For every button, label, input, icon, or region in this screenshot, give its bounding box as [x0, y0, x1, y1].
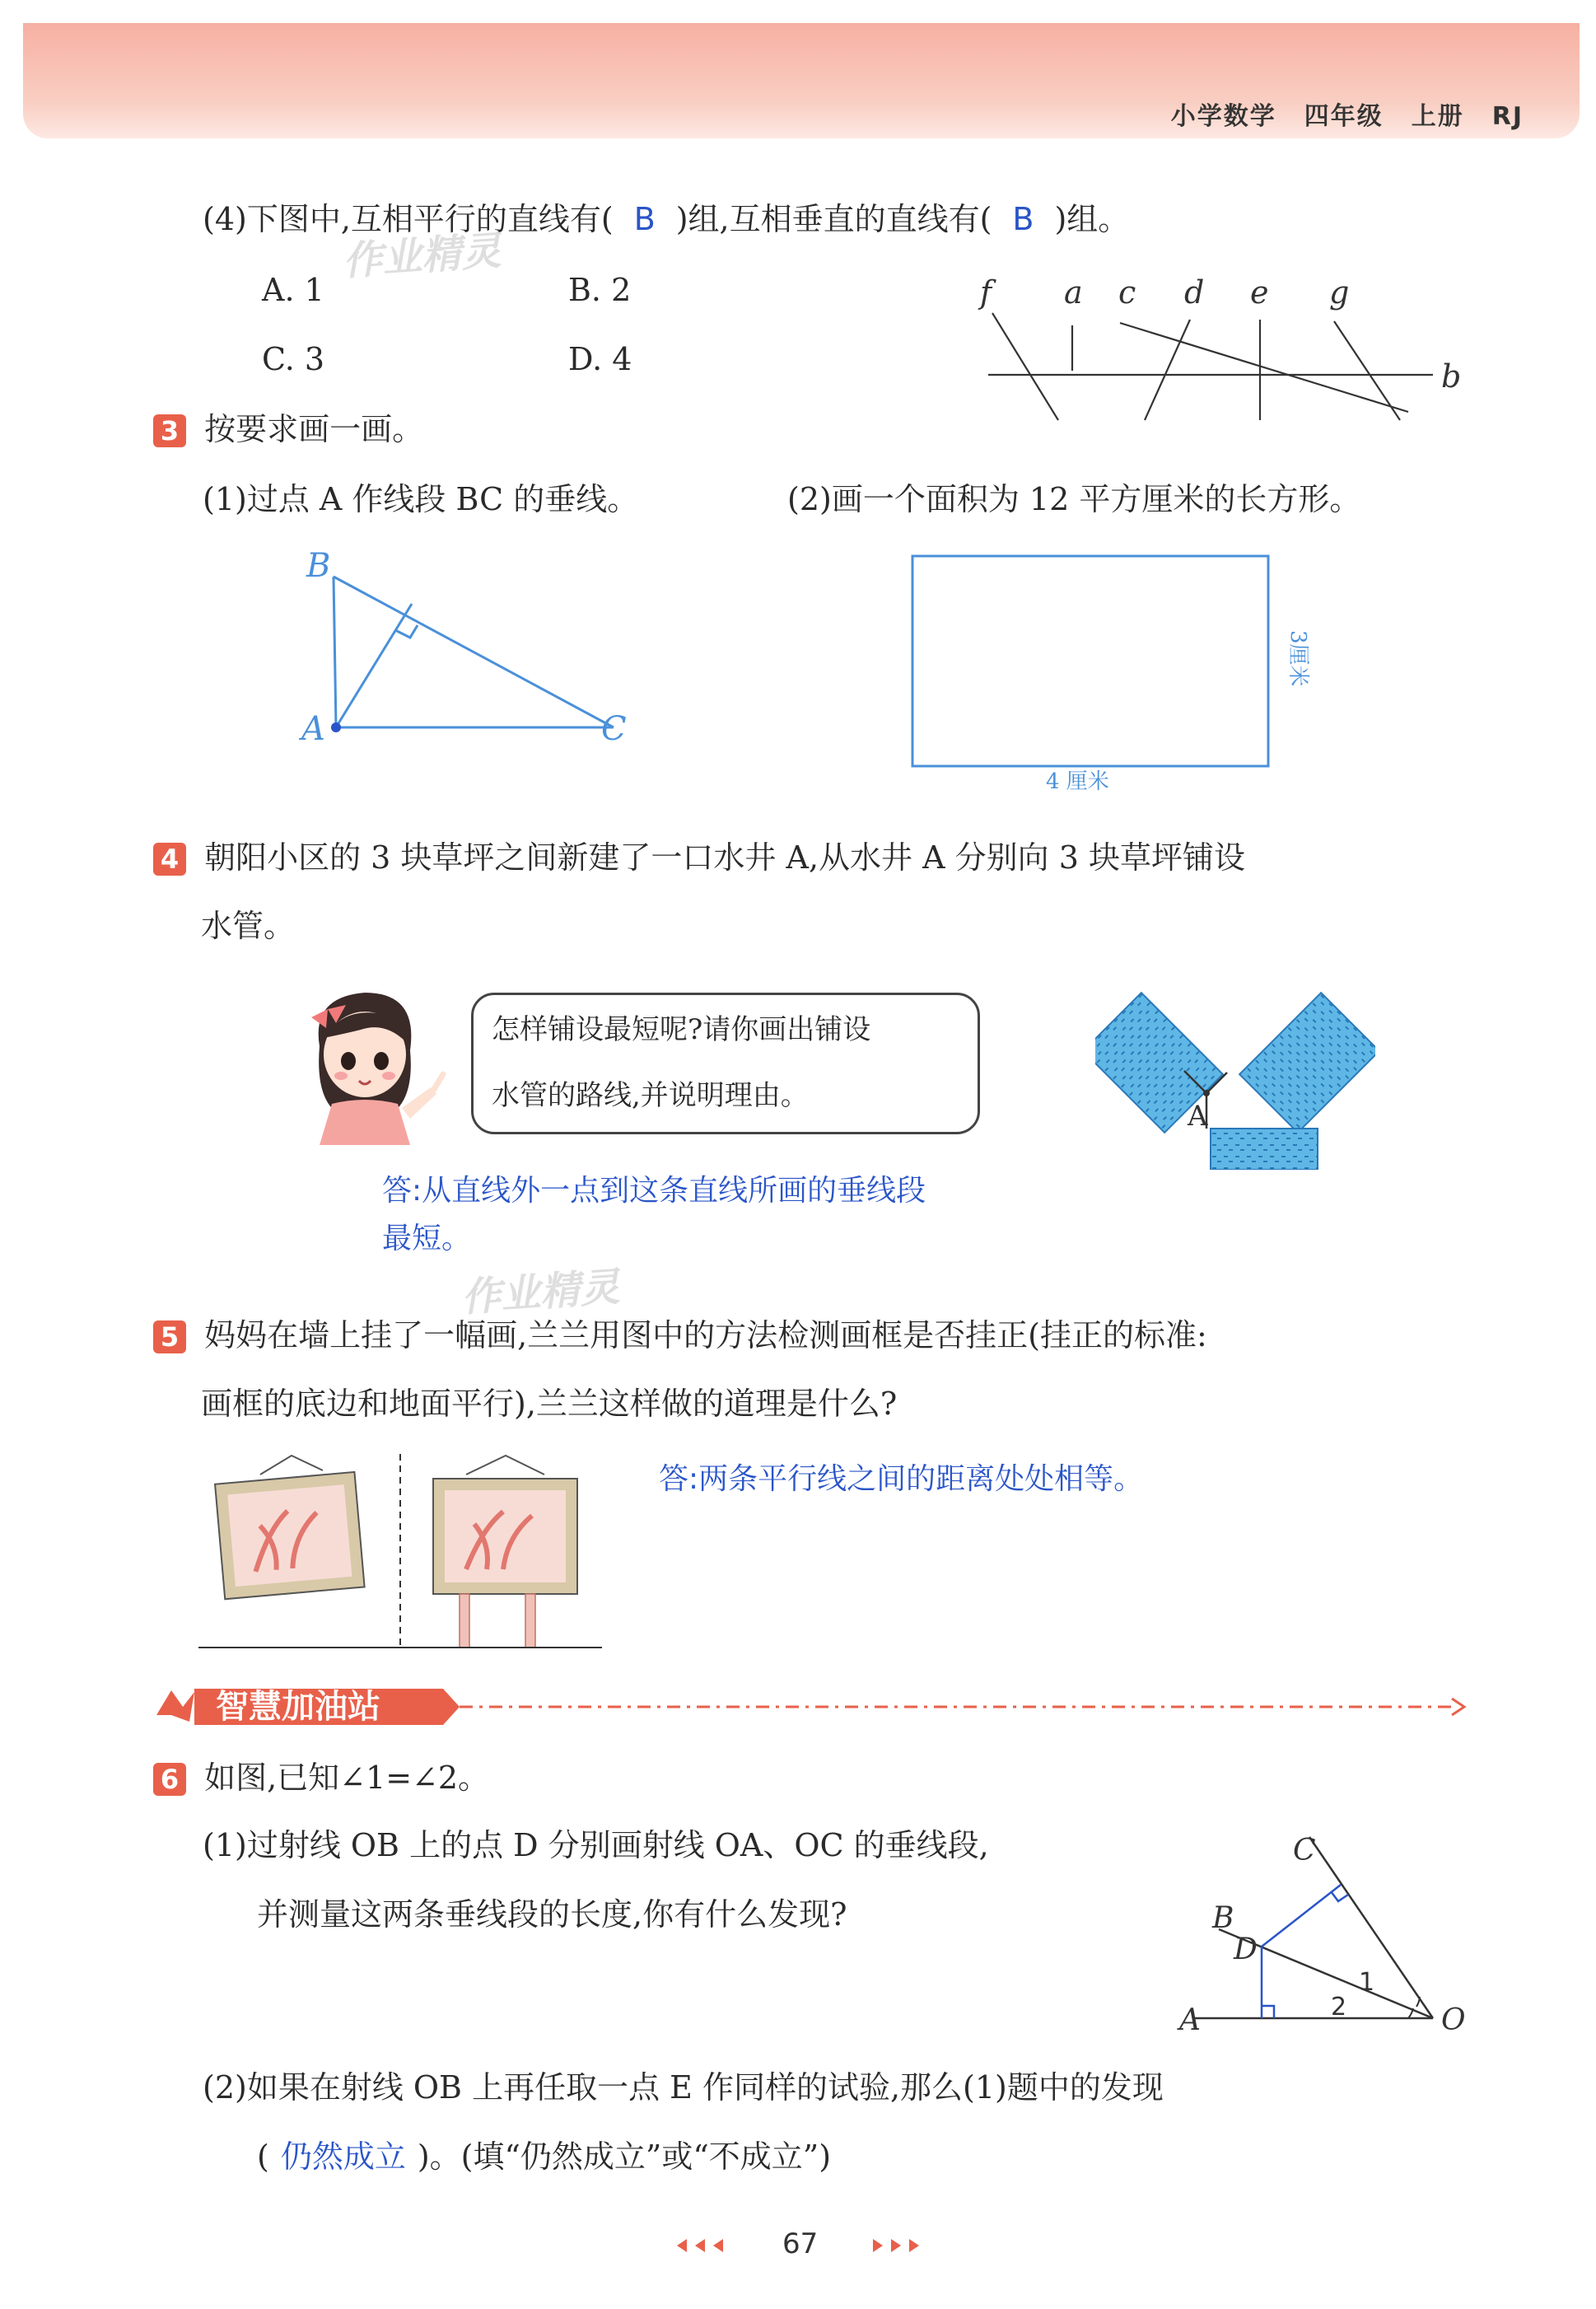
header-subject: 小学数学 — [1170, 102, 1276, 131]
banner-title: 智慧加油站 — [216, 1688, 380, 1726]
option-b: B. 2 — [568, 272, 632, 308]
label-a: a — [1064, 274, 1083, 311]
lines-diagram — [972, 264, 1482, 428]
header-edition: RJ — [1491, 102, 1524, 131]
q5-number: 5 — [153, 1320, 186, 1353]
lawn-well-diagram — [1095, 980, 1375, 1170]
q5-text1: 妈妈在墙上挂了一幅画,兰兰用图中的方法检测画框是否挂正(挂正的标准: — [204, 1317, 1207, 1353]
label-d: d — [1184, 274, 1205, 311]
q6-sub1-line2: 并测量这两条垂线段的长度,你有什么发现? — [257, 1896, 847, 1933]
line-g — [1334, 321, 1400, 420]
label-c: c — [1118, 274, 1136, 311]
q3-sub1: (1)过点 A 作线段 BC 的垂线。 — [203, 481, 639, 517]
label-b: b — [1441, 358, 1462, 395]
q2-4-prefix: (4)下图中,互相平行的直线有( — [203, 201, 614, 237]
header-volume: 上册 — [1411, 102, 1464, 131]
segment-bc — [334, 577, 614, 727]
q4-text1: 朝阳小区的 3 块草坪之间新建了一口水井 A,从水井 A 分别向 3 块草坪铺设 — [204, 839, 1245, 876]
triangle-diagram — [280, 540, 659, 754]
header-grade: 四年级 — [1304, 102, 1384, 131]
q6-title: 如图,已知∠1=∠2。 — [204, 1760, 490, 1796]
q3-sub2: (2)画一个面积为 12 平方厘米的长方形。 — [787, 481, 1361, 517]
perpendicular-from-a — [336, 604, 412, 727]
bubble-line1: 怎样铺设最短呢?请你画出铺设 — [492, 1013, 871, 1046]
label-C6: C — [1293, 1834, 1316, 1867]
line-f — [992, 313, 1058, 420]
angle-1-label: 1 — [1359, 1968, 1375, 1997]
page-number: 67 — [782, 2227, 819, 2260]
q6-sub2-answer: 仍然成立 — [280, 2138, 406, 2175]
girl-illustration — [287, 972, 484, 1145]
well-label: A — [1188, 1100, 1208, 1133]
watermark-2: 作业精灵 — [460, 1264, 622, 1321]
label-A: A — [301, 710, 325, 748]
q2-4-middle: )组,互相垂直的直线有( — [675, 201, 992, 237]
option-c: C. 3 — [262, 341, 325, 377]
q5-answer: 答:两条平行线之间的距离处处相等。 — [659, 1462, 1144, 1496]
q3-number: 3 — [153, 414, 186, 447]
q3-title: 按要求画一画。 — [204, 411, 424, 447]
angle-2-label: 2 — [1331, 1993, 1347, 2022]
q4-answer-line1: 答:从直线外一点到这条直线所画的垂线段 — [382, 1174, 926, 1208]
q6-sub2-open: ( — [257, 2138, 269, 2175]
angle-diagram — [1169, 1821, 1474, 2043]
q6-sub2-line1: (2)如果在射线 OB 上再任取一点 E 作同样的试验,那么(1)题中的发现 — [203, 2069, 1164, 2106]
label-g: g — [1329, 274, 1350, 311]
label-C: C — [601, 710, 627, 748]
q4-line2: 水管。 — [201, 908, 296, 944]
label-B: B — [306, 547, 331, 585]
rectangle-diagram — [906, 548, 1334, 795]
header-text — [1143, 96, 1524, 132]
q6-sub2-close: )。(填“仍然成立”或“不成立”) — [417, 2138, 832, 2175]
q6-sub2-line2 — [257, 2135, 831, 2178]
q2-4-answer1: B — [633, 201, 656, 237]
line-d — [1145, 320, 1190, 420]
segment-ab — [334, 577, 336, 727]
label-f: f — [980, 274, 992, 311]
rect-width-label: 4 厘米 — [1046, 769, 1109, 794]
picture-frames-diagram — [194, 1446, 606, 1652]
label-e: e — [1250, 274, 1269, 311]
q4-number: 4 — [153, 843, 186, 876]
q5-line2: 画框的底边和地面平行),兰兰这样做的道理是什么? — [201, 1386, 898, 1422]
q2-4-suffix: )组。 — [1054, 201, 1130, 237]
option-d: D. 4 — [568, 341, 632, 377]
bubble-line2: 水管的路线,并说明理由。 — [492, 1079, 809, 1112]
rect-height-label: 3厘米 — [1286, 630, 1310, 687]
label-B6: B — [1212, 1901, 1234, 1935]
speech-bubble — [471, 993, 980, 1134]
label-O6: O — [1441, 2003, 1466, 2037]
q5-line1 — [153, 1314, 1207, 1357]
option-a: A. 1 — [262, 272, 324, 308]
label-D6: D — [1234, 1933, 1258, 1966]
q6-heading — [153, 1756, 489, 1799]
q6-sub1-line1: (1)过射线 OB 上的点 D 分别画射线 OA、OC 的垂线段, — [203, 1827, 989, 1863]
q6-number: 6 — [153, 1763, 186, 1796]
watermark: 作业精灵 — [341, 227, 503, 285]
label-A6: A — [1179, 2003, 1201, 2037]
q4-line1 — [153, 836, 1245, 879]
q3-heading — [153, 408, 423, 451]
q4-answer-line2: 最短。 — [382, 1222, 472, 1255]
q2-4-answer2: B — [1012, 201, 1034, 237]
